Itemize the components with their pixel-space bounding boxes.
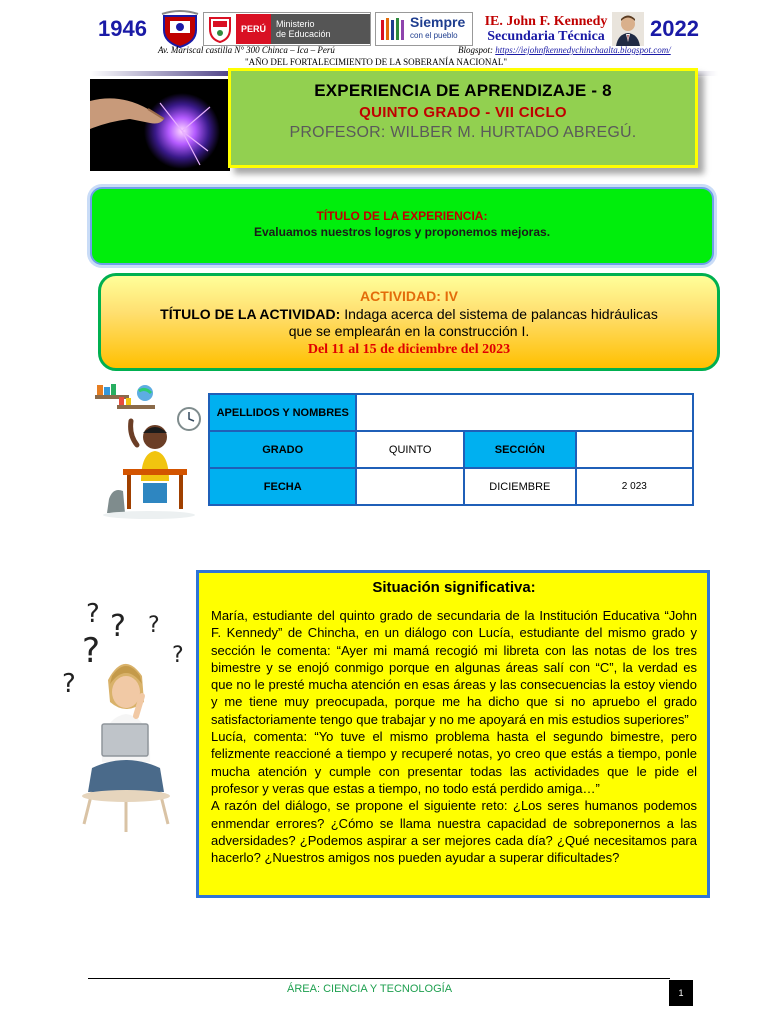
student-info-table [208,393,694,506]
activity-heading: ACTIVIDAD: IV [360,288,458,304]
svg-text:?: ? [172,643,184,668]
blog-reference [458,45,671,55]
peru-label: PERÚ [236,14,271,44]
name-field[interactable] [356,394,693,431]
table-row [209,394,693,431]
grade-label: GRADO [209,431,356,468]
siempre-logo [375,12,473,46]
kennedy-portrait-image [612,12,644,46]
footer-divider [88,978,670,979]
section-label: SECCIÓN [464,431,576,468]
school-name-line2: Secundaria Técnica [487,29,605,44]
situation-paragraph-2: Lucía, comenta: “Yo tuve el mismo problema hasta el segundo bimestre, pero felizmente reaccioné a tiempo y recuperé notas, yo creo que estás a tiempo, ponle mucha atención y cumple con presentar todas las actividades que le pide el profesor y veras que estas a tiempo, no todo está perdido amiga…” [211,729,697,796]
ministry-line2: de Educación [276,29,331,39]
section-field[interactable] [576,431,693,468]
school-address: Av. Mariscal castilla N° 300 Chinca – Ica – Perú [158,45,335,55]
blog-label: Blogspot: [458,45,493,55]
ministry-line1: Ministerio [276,19,315,29]
activity-label: TÍTULO DE LA ACTIVIDAD: [160,306,341,322]
situation-paragraph-3: A razón del diálogo, se propone el siguiente reto: ¿Los seres humanos podemos enmendar errores? ¿Cómo se llama nuestra capacidad de sobreponernos a las adversidades? ¿Podemos aspirar a ser mejores cada día? ¿Qué necesitamos para hacerlo? ¿Nuestros amigos nos pueden ayudar a superar dificultades? [211,798,697,866]
subject-area: ÁREA: CIENCIA Y TECNOLOGÍA [287,983,453,995]
situation-title: Situación significativa: [372,579,536,596]
svg-text:?: ? [110,609,126,644]
activity-title [101,306,717,340]
ministry-logo [203,12,371,46]
siempre-main: Siempre [410,14,466,30]
teacher-name: PROFESOR: WILBER M. HURTADO ABREGÚ. [289,124,637,141]
school-name-line1: IE. John F. Kennedy [484,14,608,29]
experience-text: Evaluamos nuestros logros y proponemos mejoras. [253,225,551,239]
svg-text:?: ? [62,669,76,699]
svg-text:?: ? [82,631,101,671]
thinking-girl-image [52,592,196,842]
experience-title: EXPERIENCIA DE APRENDIZAJE - 8 [314,81,612,100]
ministry-label [271,14,370,44]
date-label: FECHA [209,468,356,505]
activity-text-part1: Indaga acerca del sistema de palancas hidráulicas [340,306,658,322]
blog-link[interactable]: https://iejohnfkennedychinchaalta.blogspot.com/ [495,45,671,55]
date-field[interactable] [356,468,464,505]
month-value: DICIEMBRE [464,468,576,505]
grade-cycle: QUINTO GRADO - VII CICLO [359,104,567,121]
student-illustration [93,381,205,521]
situation-paragraph-1: María, estudiante del quinto grado de secundaria de la Institución Educativa “John F. Kennedy” de Chincha, en un diálogo con Lucía, estudiante del mismo grado y sección le comenta: “Ayer mi mamá recogió mi libreta con las notas de los tres bimestre y se enojó conmigo porque en algunas áreas salí con “C”, la verdad es que no le presté mucha atención en esas áreas y las consecuencias la estoy viendo y me tiene muy preocupada, porque me ha dicho que si no apruebo el grado satisfactoriamente tengo que trabajar y no me apoyará en mis estudios superiores” [211,608,697,727]
page-number: 1 [669,980,693,1006]
activity-dates: Del 11 al 15 de diciembre del 2023 [307,342,511,357]
peru-shield-icon [207,15,233,43]
year-value: 2 023 [576,468,693,505]
plasma-ball-image [90,79,230,171]
year-motto: "AÑO DEL FORTALECIMIENTO DE LA SOBERANÍA NACIONAL" [245,57,508,67]
grade-value: QUINTO [356,431,464,468]
activity-box [98,273,720,371]
name-label: APELLIDOS Y NOMBRES [209,394,356,431]
siempre-sub: con el pueblo [410,31,458,40]
experience-box [90,187,714,265]
school-name [480,14,612,44]
svg-text:?: ? [148,613,160,638]
experience-label: TÍTULO DE LA EXPERIENCIA: [316,209,488,223]
activity-text-part2: que se emplearán en la construcción I. [288,323,530,339]
table-row [209,468,693,505]
svg-text:?: ? [86,599,100,629]
siempre-mark-icon [378,14,408,44]
table-row [209,431,693,468]
current-year: 2022 [650,16,699,41]
founding-year: 1946 [98,16,147,41]
school-crest-icon [160,10,200,48]
experience-title-box [228,68,698,168]
situation-box [196,570,710,898]
